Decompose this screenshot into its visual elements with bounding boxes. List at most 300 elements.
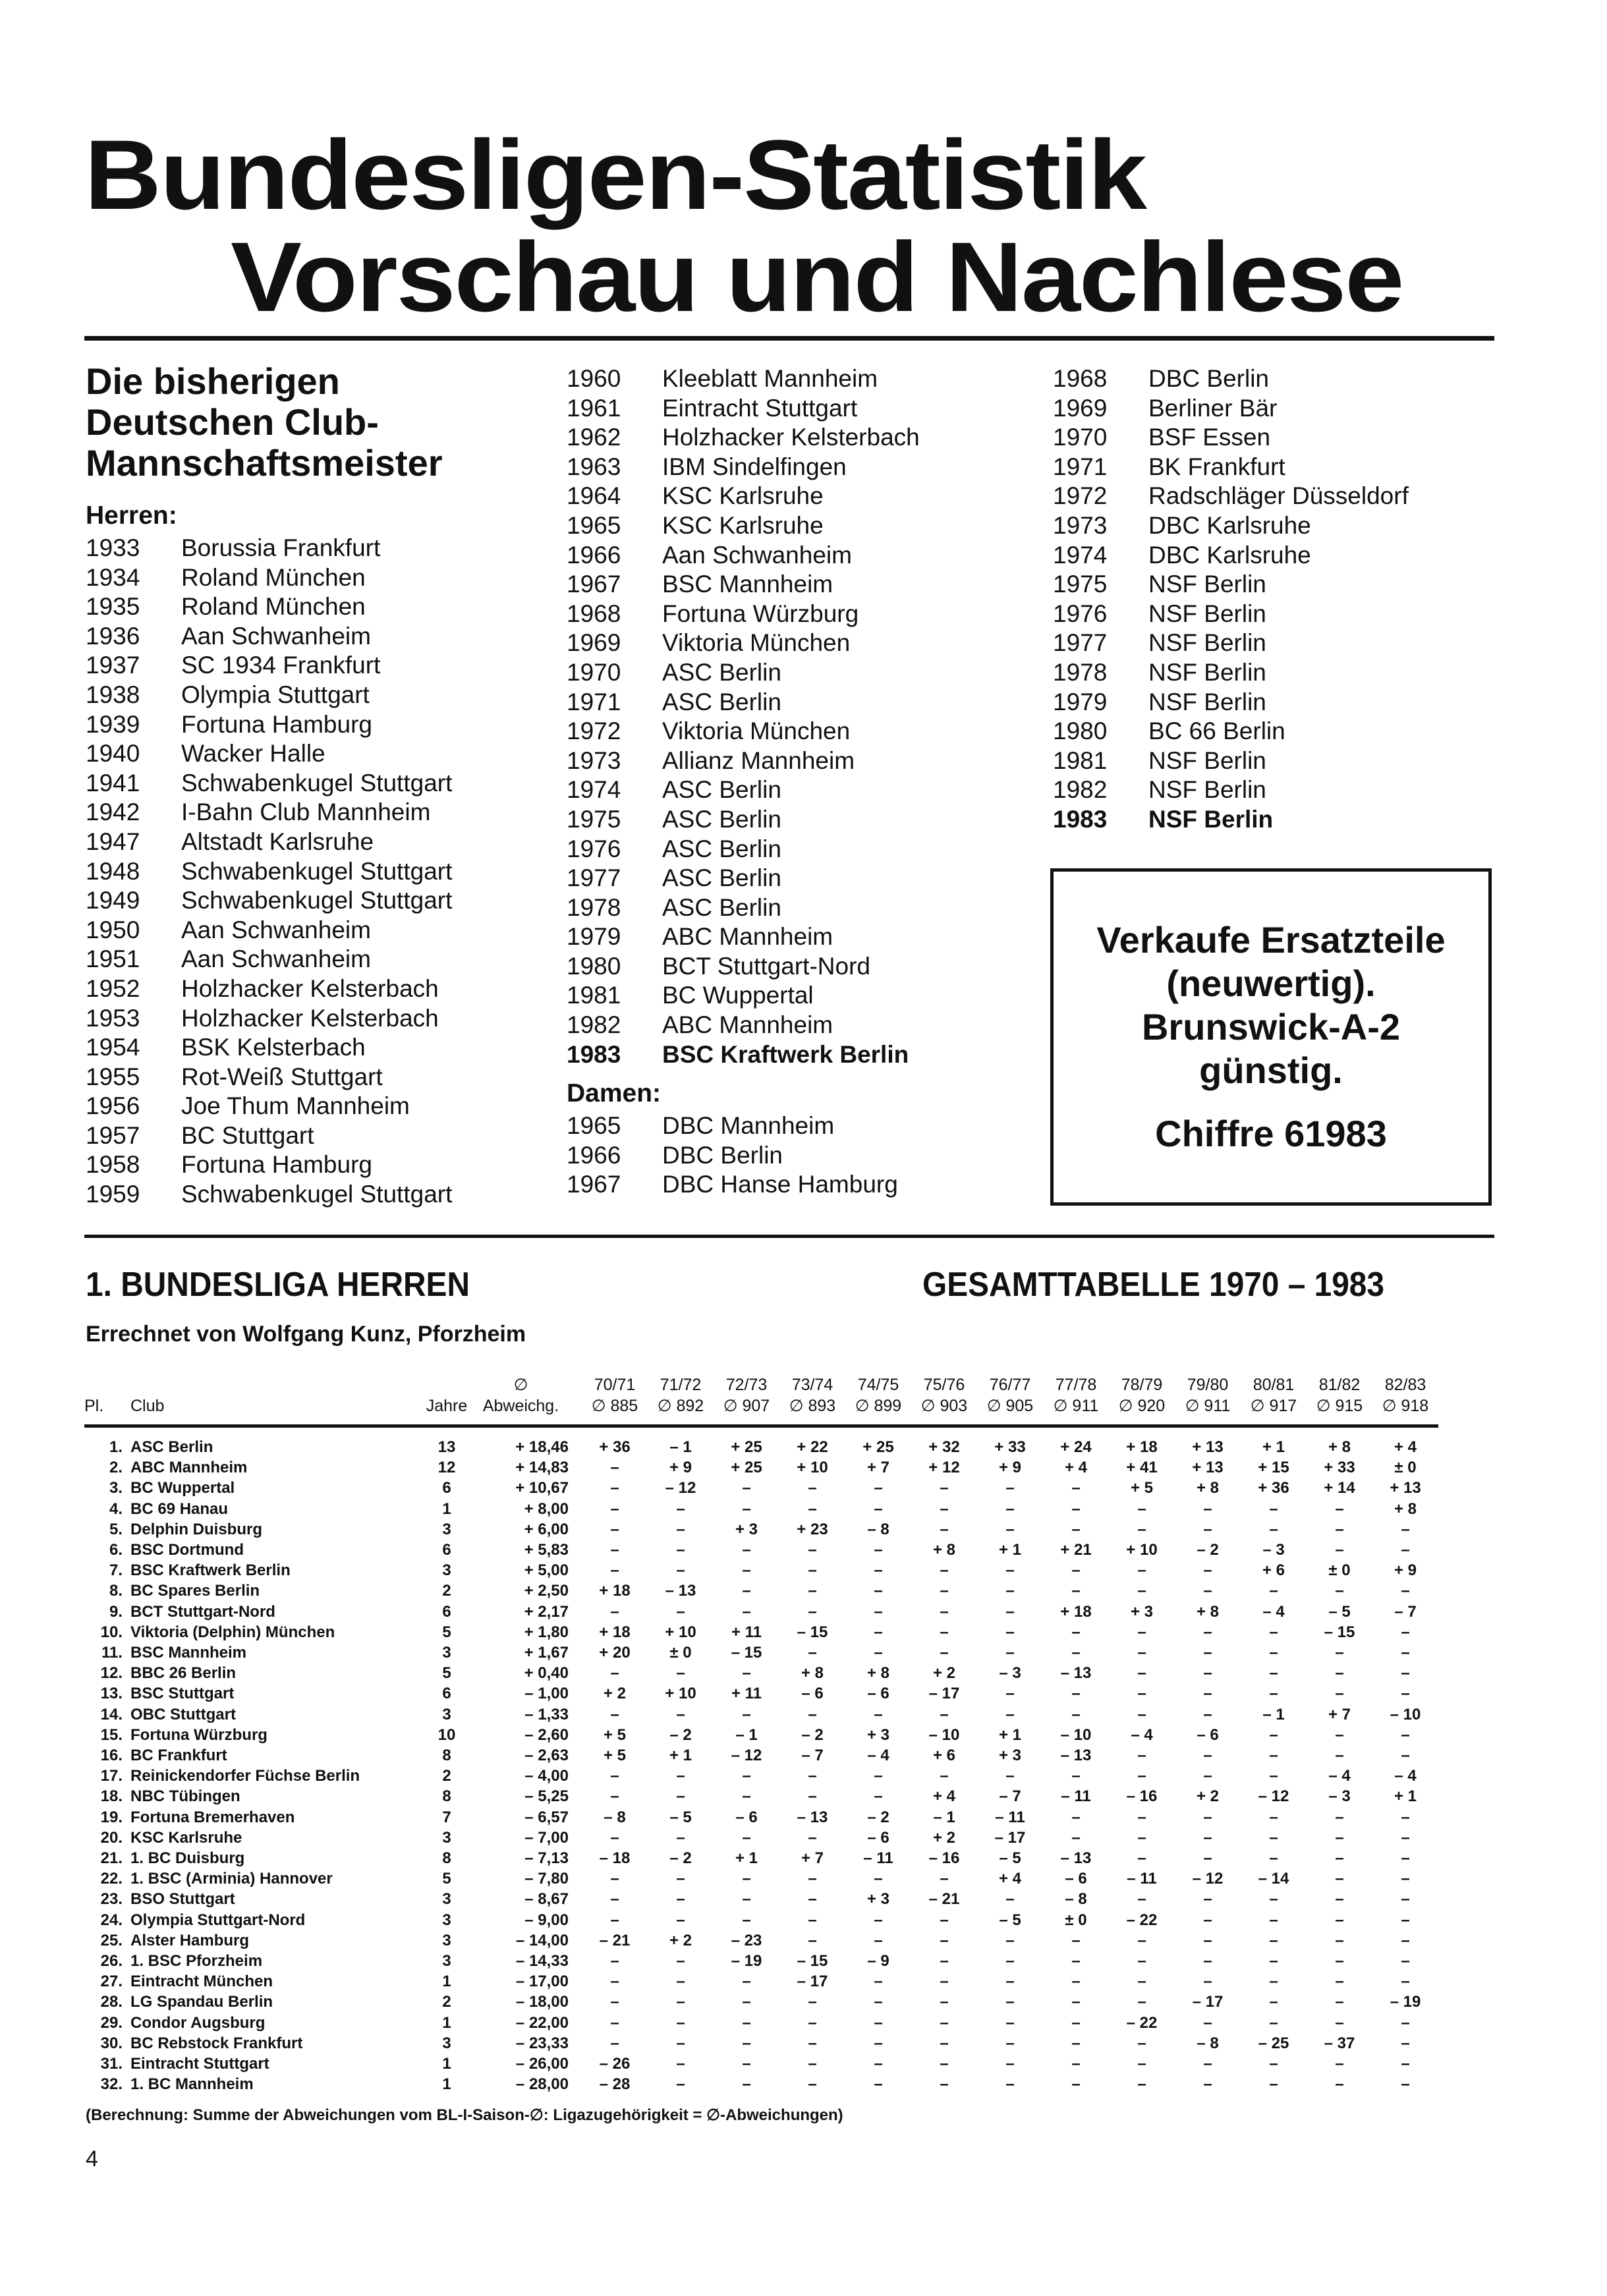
club-cell: Delphin Duisburg [130,1520,262,1538]
rank-cell: 7. [109,1561,123,1580]
table-row [84,2013,1438,2033]
champion-entry [86,886,452,916]
season-deviation-cell: – [610,1993,619,2011]
rank-cell: 21. [100,1849,123,1868]
season-deviation-cell: – [1401,1952,1410,1971]
season-label: 73/74 [791,1376,833,1394]
season-deviation-cell: – 8 [604,1808,626,1826]
season-deviation-cell: – [610,2034,619,2052]
season-deviation-cell: – [1005,1767,1015,1785]
champion-entry [86,1033,452,1063]
season-deviation-cell: – [1335,2013,1344,2032]
season-deviation-cell: – 15 [797,1952,828,1971]
season-deviation-cell: – [742,1561,751,1580]
avg-deviation-cell: – 23,33 [515,2034,569,2052]
season-deviation-cell: – [1203,1582,1212,1600]
season-deviation-cell: – [808,2034,817,2052]
champion-year: 1966 [567,541,621,569]
rank-cell: 32. [100,2075,123,2094]
season-deviation-cell: – [1071,1828,1081,1847]
season-deviation-cell: – [1005,1644,1015,1662]
avg-deviation-cell: – 9,00 [524,1911,569,1929]
season-deviation-cell: – 17 [994,1828,1026,1847]
champion-club: Altstadt Karlsruhe [181,827,374,855]
season-deviation-cell: + 23 [797,1520,828,1538]
season-deviation-cell: – [676,2013,685,2032]
champion-year: 1937 [86,652,140,679]
table-row [84,1889,1438,1909]
club-cell: Viktoria (Delphin) München [130,1623,335,1641]
season-deviation-cell: – 11 [863,1849,893,1868]
season-deviation-cell: – [1005,1582,1015,1600]
avg-deviation-cell: – 7,13 [524,1849,569,1868]
season-deviation-cell: + 22 [797,1438,828,1456]
season-deviation-cell: – 12 [1258,1787,1289,1806]
season-deviation-cell: – [1005,1993,1015,2011]
champion-entry [86,916,452,945]
club-cell: Eintracht Stuttgart [130,2055,269,2073]
season-deviation-cell: – [1071,1520,1081,1538]
season-label: 82/83 [1384,1376,1426,1394]
season-deviation-cell: + 8 [932,1541,956,1559]
season-deviation-cell: – 21 [599,1931,631,1949]
season-deviation-cell: – [874,1973,883,1991]
table-row [84,2054,1438,2074]
champion-entry [1053,423,1409,453]
season-deviation-cell: – [1137,2034,1146,2052]
champion-year: 1967 [567,1171,621,1198]
club-cell: Fortuna Bremerhaven [130,1808,295,1826]
season-deviation-cell: – [676,1870,685,1888]
classified-ad [1050,868,1492,1206]
league-title: 1. BUNDESLIGA HERREN [86,1266,470,1304]
club-cell: 1. BSC Pforzheim [130,1952,263,1971]
season-deviation-cell: + 1 [998,1541,1022,1559]
season-deviation-cell: + 10 [665,1685,696,1703]
season-deviation-cell: – [742,1479,751,1498]
season-deviation-cell: – [1401,1623,1410,1641]
champion-year: 1947 [86,827,140,855]
herren-champions-col-2 [567,364,920,1200]
champion-club: BSF Essen [1148,424,1271,451]
season-deviation-cell: + 3 [866,1725,890,1744]
champion-year: 1957 [86,1121,140,1149]
season-deviation-cell: – [1137,1644,1146,1662]
season-deviation-cell: + 8 [1196,1479,1220,1498]
season-deviation-cell: + 33 [994,1438,1026,1456]
season-deviation-cell: – [1137,1561,1146,1580]
season-deviation-cell: – [940,1644,949,1662]
season-deviation-cell: – [1401,1870,1410,1888]
table-row [84,1540,1438,1560]
season-deviation-cell: + 18 [1126,1438,1158,1456]
champion-club: DBC Karlsruhe [1148,511,1311,539]
season-deviation-cell: – [610,1973,619,1991]
season-deviation-cell: – 13 [1060,1664,1092,1683]
season-deviation-cell: – 15 [797,1623,828,1641]
season-deviation-cell: – [874,1705,883,1723]
season-average: ∅ 903 [920,1397,968,1415]
rank-cell: 30. [100,2034,123,2052]
champion-entry [1053,717,1409,746]
season-deviation-cell: – [1005,2055,1015,2073]
season-deviation-cell: – [1335,2075,1344,2094]
season-deviation-cell: – 4 [1328,1767,1351,1785]
season-deviation-cell: – 5 [1328,1602,1351,1621]
years-cell: 5 [442,1664,451,1683]
season-deviation-cell: – [1203,1747,1212,1765]
season-deviation-cell: – [610,1952,619,1971]
season-deviation-cell: – [1269,1582,1278,1600]
season-deviation-cell: + 13 [1192,1438,1224,1456]
season-deviation-cell: – [1137,1520,1146,1538]
season-deviation-cell: – [808,1561,817,1580]
season-deviation-cell: – [808,1499,817,1518]
season-deviation-cell: – [1203,1499,1212,1518]
season-deviation-cell: + 8 [1328,1438,1351,1456]
champion-year: 1976 [1053,600,1108,627]
season-deviation-cell: – [742,1973,751,1991]
champion-club: BK Frankfurt [1148,453,1285,480]
season-deviation-cell: – [1203,1973,1212,1991]
season-deviation-cell: – [676,1499,685,1518]
champion-club: DBC Mannheim [662,1112,835,1140]
season-deviation-cell: – [1071,1767,1081,1785]
season-deviation-cell: – [1335,1644,1344,1662]
table-row [84,1930,1438,1951]
season-deviation-cell: ± 0 [669,1644,692,1662]
champion-year: 1965 [567,511,621,539]
champion-club: ASC Berlin [662,893,781,921]
club-cell: KSC Karlsruhe [130,1828,242,1847]
season-deviation-cell: + 3 [866,1890,890,1909]
season-deviation-cell: – [808,1870,817,1888]
champion-entry [567,629,920,658]
season-deviation-cell: – 6 [735,1808,758,1826]
season-deviation-cell: – [742,2013,751,2032]
rank-cell: 3. [109,1479,123,1498]
avg-deviation-cell: – 2,63 [524,1747,569,1765]
champion-year: 1933 [86,534,140,561]
season-deviation-cell: – [1335,1828,1344,1847]
season-deviation-cell: – [808,1479,817,1498]
avg-deviation-cell: – 8,67 [524,1890,569,1909]
table-row [84,1457,1438,1478]
club-cell: BSC Stuttgart [130,1685,235,1703]
champion-entry [567,805,920,835]
season-deviation-cell: – [874,1644,883,1662]
season-deviation-cell: – [940,1931,949,1949]
season-deviation-cell: – [610,1705,619,1723]
season-deviation-cell: – [1203,2055,1212,2073]
champion-entry [567,1141,920,1171]
season-deviation-cell: – [1005,1602,1015,1621]
season-deviation-cell: – 2 [801,1725,824,1744]
champion-club: Holzhacker Kelsterbach [181,974,439,1002]
season-deviation-cell: – [1269,2013,1278,2032]
champion-entry [86,681,452,710]
champion-entry [86,1180,452,1210]
season-deviation-cell: – [1137,1767,1146,1785]
season-label: 72/73 [725,1376,768,1394]
season-deviation-cell: – [1203,1849,1212,1868]
club-cell: Alster Hamburg [130,1931,250,1949]
years-cell: 1 [442,2075,451,2094]
champion-entry [86,710,452,740]
season-deviation-cell: – [1269,2075,1278,2094]
champion-year: 1976 [567,835,621,862]
header-abweichung [473,1364,582,1426]
season-deviation-cell: – [1269,1520,1278,1538]
season-deviation-cell: – [1137,1952,1146,1971]
champion-club: Berliner Bär [1148,394,1278,422]
season-deviation-cell: + 3 [1130,1602,1154,1621]
champion-year: 1975 [567,805,621,833]
page-title-line-1: Bundesligen-Statistik [84,119,1146,230]
season-deviation-cell: – [1401,1644,1410,1662]
season-deviation-cell: – [874,1787,883,1806]
season-deviation-cell: – [808,2013,817,2032]
season-deviation-cell: – [676,1952,685,1971]
season-average: ∅ 893 [789,1397,836,1415]
season-deviation-cell: + 2 [669,1931,692,1949]
season-average: ∅ 911 [1185,1397,1231,1415]
season-deviation-cell: – [676,1828,685,1847]
season-deviation-cell: – 22 [1126,1911,1158,1929]
season-deviation-cell: – [610,1767,619,1785]
champion-entry [1053,511,1409,541]
season-deviation-cell: – [808,1828,817,1847]
club-cell: BCT Stuttgart-Nord [130,1602,275,1621]
header-season [714,1364,779,1426]
season-deviation-cell: – [610,1664,619,1683]
years-cell: 3 [442,1644,451,1662]
champion-year: 1982 [1053,776,1108,804]
season-deviation-cell: – 25 [1258,2034,1289,2052]
champion-entry [1053,658,1409,688]
champion-year: 1970 [1053,424,1108,451]
season-deviation-cell: – [874,1561,883,1580]
season-deviation-cell: – 7 [999,1787,1021,1806]
season-deviation-cell: – [1071,1499,1081,1518]
champion-club: Olympia Stuttgart [181,681,370,708]
season-deviation-cell: – [1137,1993,1146,2011]
champion-year: 1960 [567,365,621,392]
champion-year: 1977 [1053,629,1108,657]
avg-deviation-cell: – 26,00 [515,2055,569,2073]
season-deviation-cell: – [1203,1561,1212,1580]
season-deviation-cell: – [1401,1890,1410,1909]
season-deviation-cell: – [874,1479,883,1498]
season-deviation-cell: – [1335,1849,1344,1868]
season-deviation-cell: – [874,2034,883,2052]
champion-club: Fortuna Würzburg [662,600,859,627]
years-cell: 8 [442,1747,451,1765]
season-deviation-cell: – 6 [867,1685,889,1703]
season-average: ∅ 911 [1053,1397,1099,1415]
rank-cell: 16. [100,1747,123,1765]
champion-entry [86,622,452,652]
season-deviation-cell: – 17 [928,1685,960,1703]
champion-club: BSK Kelsterbach [181,1034,366,1061]
club-cell: BSC Dortmund [130,1541,244,1559]
champion-year: 1951 [86,945,140,973]
years-cell: 1 [442,1973,451,1991]
season-deviation-cell: – [874,1623,883,1641]
champion-year: 1978 [567,893,621,921]
season-deviation-cell: – [676,1973,685,1991]
champion-club: Allianz Mannheim [662,746,855,774]
champion-entry [86,1063,452,1092]
season-deviation-cell: + 8 [866,1664,890,1683]
ad-line: Verkaufe Ersatzteile [1096,919,1446,961]
season-deviation-cell: – [1335,1499,1344,1518]
season-deviation-cell: + 1 [1394,1787,1417,1806]
rank-cell: 9. [109,1602,123,1621]
season-deviation-cell: – 6 [1065,1870,1087,1888]
season-deviation-cell: – [1203,1685,1212,1703]
table-row [84,1519,1438,1540]
season-deviation-cell: – [1401,1808,1410,1826]
season-deviation-cell: + 4 [1394,1438,1417,1456]
table-header-row [84,1364,1438,1426]
season-deviation-cell: – 10 [928,1725,960,1744]
champion-club: Roland München [181,593,366,621]
champion-year: 1968 [1053,365,1108,392]
champion-club: DBC Berlin [1148,365,1269,392]
table-row [84,1848,1438,1868]
season-deviation-cell: + 8 [1394,1499,1417,1518]
season-deviation-cell: – [676,1561,685,1580]
club-cell: OBC Stuttgart [130,1705,236,1723]
season-deviation-cell: – [1401,2013,1410,2032]
season-deviation-cell: – [610,1541,619,1559]
season-deviation-cell: – [1137,1808,1146,1826]
season-deviation-cell: – 17 [1192,1993,1224,2011]
season-label: 74/75 [857,1376,899,1394]
season-deviation-cell: – [1071,1993,1081,2011]
champion-year: 1958 [86,1151,140,1179]
season-deviation-cell: – [1269,1747,1278,1765]
table-row [84,1786,1438,1806]
season-deviation-cell: – [808,1890,817,1909]
season-label: 80/81 [1253,1376,1295,1394]
table-row [84,1868,1438,1889]
season-deviation-cell: – [940,1602,949,1621]
avg-deviation-cell: + 6,00 [524,1520,569,1538]
season-deviation-cell: + 4 [998,1870,1022,1888]
table-row [84,1602,1438,1622]
season-deviation-cell: – 14 [1258,1870,1289,1888]
season-deviation-cell: – [742,1602,751,1621]
season-deviation-cell: – [1137,1623,1146,1641]
avg-deviation-cell: – 7,00 [524,1828,569,1847]
table-row [84,1622,1438,1642]
avg-deviation-cell: – 1,33 [524,1705,569,1723]
season-deviation-cell: – [808,2055,817,2073]
season-deviation-cell: – [1269,1623,1278,1641]
champion-year: 1969 [567,629,621,657]
years-cell: 6 [442,1602,451,1621]
season-deviation-cell: – 7 [1394,1602,1417,1621]
table-row [84,1560,1438,1581]
champion-club: I-Bahn Club Mannheim [181,798,431,826]
champion-entry [1053,805,1409,835]
champion-club: Aan Schwanheim [662,541,852,569]
season-deviation-cell: – [1401,1725,1410,1744]
champion-club: Fortuna Hamburg [181,710,372,738]
avg-deviation-cell: + 0,40 [524,1664,569,1683]
champion-club: Fortuna Hamburg [181,1151,372,1179]
season-deviation-cell: – 1 [669,1438,692,1456]
season-deviation-cell: – [610,1911,619,1929]
champion-entry [1053,688,1409,717]
season-deviation-cell: – 37 [1324,2034,1355,2052]
table-row [84,1828,1438,1848]
season-deviation-cell: – [874,1911,883,1929]
season-deviation-cell: – [676,1993,685,2011]
champion-entry [86,974,452,1004]
season-deviation-cell: + 33 [1324,1459,1355,1477]
season-deviation-cell: – [1005,1561,1015,1580]
season-deviation-cell: – [1401,2055,1410,2073]
champion-entry [567,775,920,805]
season-average: ∅ 905 [986,1397,1034,1415]
season-deviation-cell: – [1203,2075,1212,2094]
season-deviation-cell: – [1071,2055,1081,2073]
champion-club: BSC Mannheim [662,571,833,598]
table-row [84,1992,1438,2012]
season-deviation-cell: + 7 [801,1849,824,1868]
header-season [1109,1364,1175,1426]
season-deviation-cell: – 9 [867,1952,889,1971]
champion-year: 1954 [86,1034,140,1061]
club-cell: Fortuna Würzburg [130,1725,268,1744]
champion-year: 1980 [567,952,621,980]
season-deviation-cell: – 23 [731,1931,762,1949]
years-cell: 8 [442,1787,451,1806]
champion-club: NSF Berlin [1148,688,1266,715]
season-deviation-cell: + 2 [932,1828,956,1847]
champion-year: 1956 [86,1092,140,1120]
table-row [84,1725,1438,1745]
season-deviation-cell: – [1335,1952,1344,1971]
season-deviation-cell: – [1071,1685,1081,1703]
champion-entry [86,1121,452,1151]
season-deviation-cell: – [676,1767,685,1785]
season-label: 76/77 [989,1376,1031,1394]
champion-year: 1967 [567,571,621,598]
table-row [84,1910,1438,1930]
table-row [84,1766,1438,1786]
season-deviation-cell: – [676,1787,685,1806]
champion-entry [86,945,452,974]
champion-year: 1981 [1053,746,1108,774]
season-deviation-cell: – [1335,1725,1344,1744]
champion-entry [86,651,452,681]
season-deviation-cell: – [676,1664,685,1683]
champion-entry [1053,775,1409,805]
avg-deviation-cell: + 1,67 [524,1644,569,1662]
ad-line: (neuwertig). [1166,963,1376,1004]
season-deviation-cell: – [808,1541,817,1559]
club-cell: BBC 26 Berlin [130,1664,237,1683]
season-deviation-cell: – [1005,2034,1015,2052]
champion-club: NSF Berlin [1148,746,1266,774]
season-deviation-cell: + 6 [932,1747,956,1765]
champion-year: 1973 [567,746,621,774]
season-deviation-cell: – [676,2055,685,2073]
